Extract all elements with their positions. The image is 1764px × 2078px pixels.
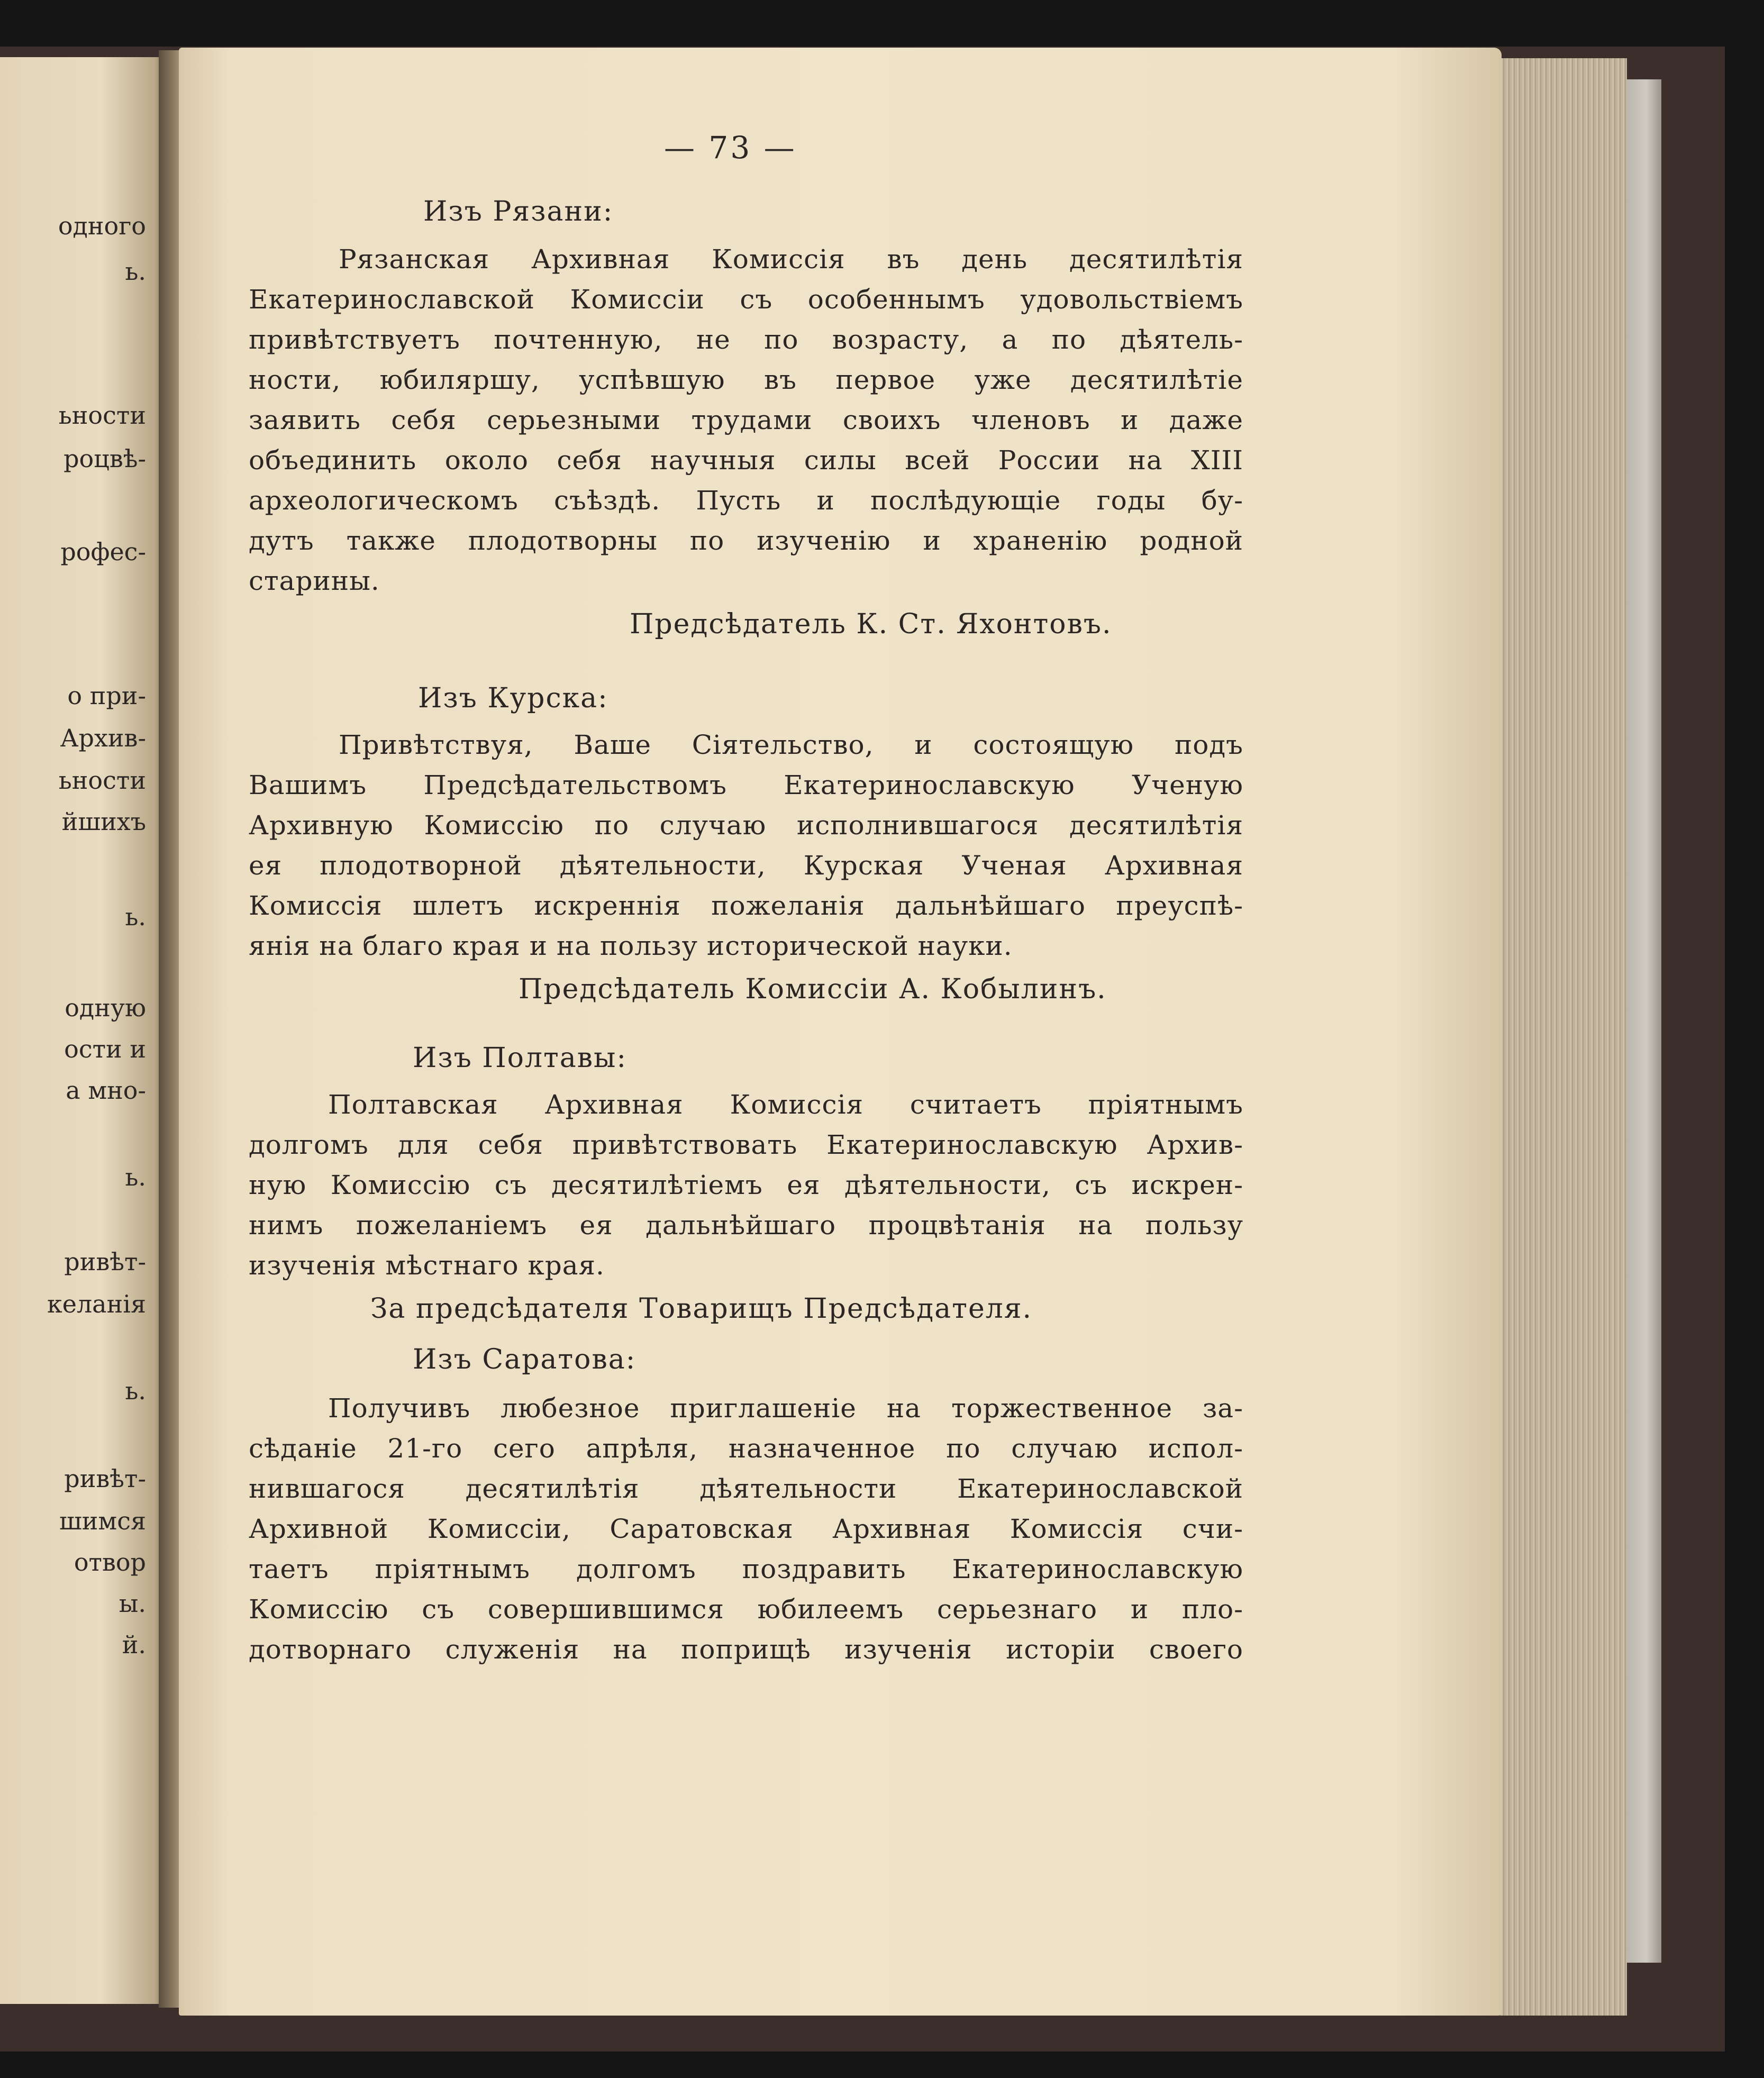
text-line: нившагося десятилѣтія дѣятельности Екатеринославской — [249, 1473, 1243, 1504]
text-line: дутъ также плодотворны по изученію и храненію родной — [249, 525, 1243, 556]
left-page-fragment: роцвѣ- — [63, 444, 146, 473]
text-line: ея плодотворной дѣятельности, Курская Ученая Архивная — [249, 850, 1243, 881]
text-line: старины. — [249, 566, 380, 596]
page-number: — 73 — — [664, 130, 797, 166]
text-line: ную Комиссію съ десятилѣтіемъ ея дѣятельности, съ искрен- — [249, 1170, 1243, 1200]
left-page-fragment: ь. — [125, 1163, 146, 1191]
left-page-fragment: ривѣт- — [64, 1464, 146, 1493]
section-heading: Изъ Рязани: — [423, 196, 614, 227]
left-page-fragment: ь. — [125, 1377, 146, 1405]
page-edges — [1500, 58, 1627, 2016]
left-page — [0, 57, 168, 2004]
left-page-fragment: одного — [58, 212, 146, 240]
left-page-fragment: Архив- — [60, 724, 146, 752]
signature: За предсѣдателя Товарищъ Предсѣдателя. — [370, 1293, 1033, 1325]
left-page-fragment: й. — [122, 1630, 146, 1659]
text-line: Екатеринославской Комиссіи съ особеннымъ удовольствіемъ — [249, 284, 1243, 315]
section-heading: Изъ Саратова: — [413, 1344, 637, 1375]
left-page-fragment: шимся — [59, 1507, 146, 1535]
left-page-fragment: одную — [65, 994, 146, 1022]
left-page-fragment: ы. — [119, 1589, 146, 1618]
text-line: ности, юбиляршу, успѣвшую въ первое уже десятилѣтіе — [249, 364, 1243, 395]
left-page-fragment: ь. — [125, 903, 146, 931]
text-line: янія на благо края и на пользу исторической науки. — [249, 931, 1013, 961]
text-line: дотворнаго служенія на поприщѣ изученія исторіи своего — [249, 1634, 1243, 1665]
signature: Предсѣдатель К. Ст. Яхонтовъ. — [630, 608, 1112, 640]
text-line: сѣданіе 21-го сего апрѣля, назначенное по случаю испол- — [249, 1433, 1243, 1464]
text-line: нимъ пожеланіемъ ея дальнѣйшаго процвѣтанія на пользу — [249, 1210, 1243, 1241]
text-line: Вашимъ Предсѣдательствомъ Екатеринославскую Ученую — [249, 770, 1243, 800]
left-page-fragment: ости и — [64, 1035, 146, 1063]
left-page-fragment: келанія — [47, 1290, 146, 1318]
text-line: Привѣтствуя, Ваше Сіятельство, и состоящую подъ — [339, 730, 1243, 760]
left-page-fragment: ь. — [125, 257, 146, 286]
text-line: Рязанская Архивная Комиссія въ день десятилѣтія — [339, 244, 1243, 275]
section-heading: Изъ Курска: — [418, 682, 608, 714]
text-line: привѣтствуетъ почтенную, не по возрасту, а по дѣятель- — [249, 324, 1243, 355]
text-line: археологическомъ съѣздѣ. Пусть и послѣдующіе годы бу- — [249, 485, 1243, 516]
left-page-fragment: ьности — [58, 401, 146, 430]
text-line: Получивъ любезное приглашеніе на торжественное за- — [328, 1393, 1243, 1424]
left-page-fragment: о при- — [67, 681, 146, 710]
left-page-fragment: ьности — [58, 766, 146, 795]
text-line: Комиссія шлетъ искреннія пожеланія дальнѣйшаго преуспѣ- — [249, 890, 1243, 921]
text-line: Полтавская Архивная Комиссія считаетъ пріятнымъ — [328, 1089, 1243, 1120]
left-page-fragment: ривѣт- — [64, 1247, 146, 1276]
text-line: Комиссію съ совершившимся юбилеемъ серьезнаго и пло- — [249, 1594, 1243, 1625]
signature: Предсѣдатель Комиссіи А. Кобылинъ. — [519, 973, 1107, 1005]
section-heading: Изъ Полтавы: — [413, 1042, 627, 1074]
text-line: заявить себя серьезными трудами своихъ членовъ и даже — [249, 405, 1243, 435]
text-line: таетъ пріятнымъ долгомъ поздравить Екатеринославскую — [249, 1554, 1243, 1584]
left-page-fragment: а мно- — [66, 1076, 146, 1105]
left-page-fragment: йшихъ — [61, 807, 146, 836]
text-line: Архивную Комиссію по случаю исполнившагося десятилѣтія — [249, 810, 1243, 841]
left-page-fragment: отвор — [74, 1548, 146, 1576]
text-line: долгомъ для себя привѣтствовать Екатеринославскую Архив- — [249, 1129, 1243, 1160]
text-line: Архивной Комиссіи, Саратовская Архивная Комиссія счи- — [249, 1514, 1243, 1544]
text-line: объединить около себя научныя силы всей России на XIII — [249, 445, 1243, 476]
page-edges-back — [1624, 79, 1661, 1963]
text-line: изученія мѣстнаго края. — [249, 1250, 605, 1281]
left-page-fragment: рофес- — [60, 537, 146, 566]
